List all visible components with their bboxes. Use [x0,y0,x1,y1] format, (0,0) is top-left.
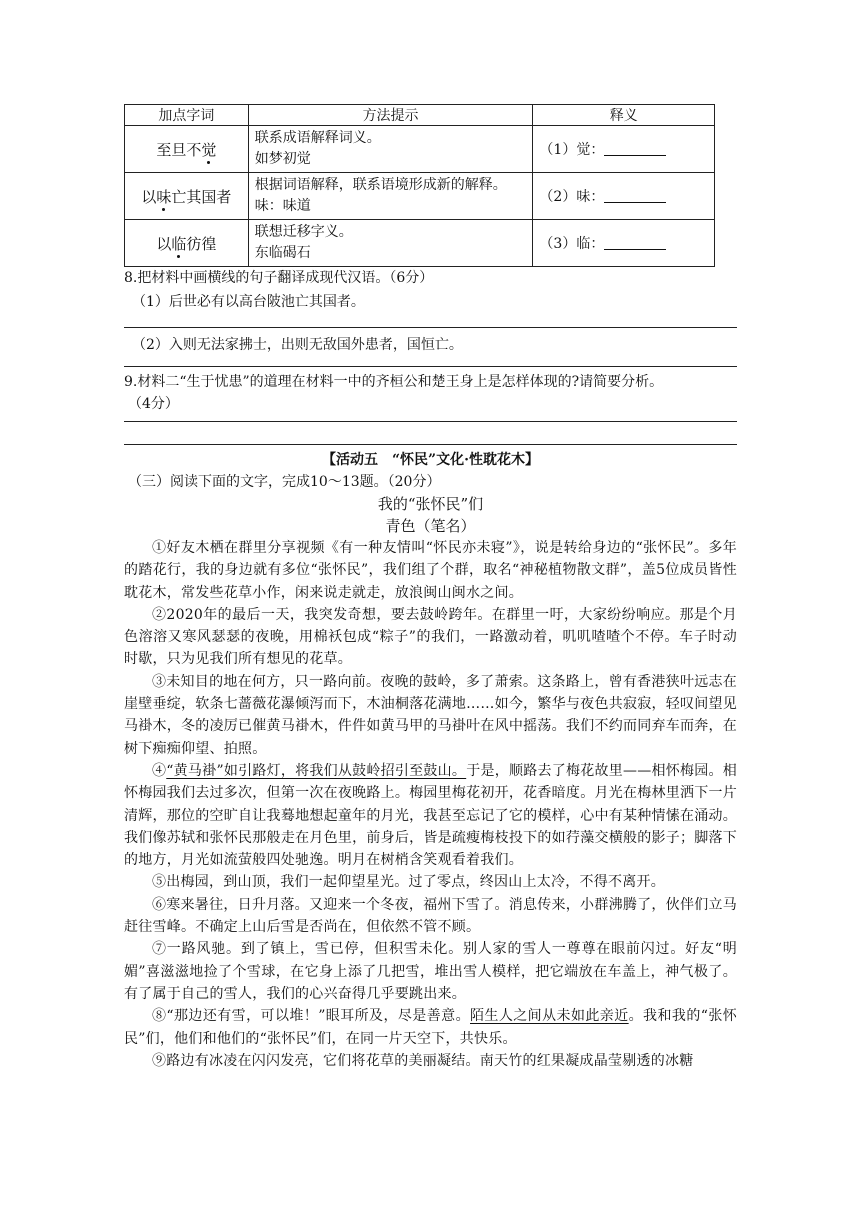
article-paragraph: ①好友木栖在群里分享视频《有一种友情叫“怀民亦未寝”》，说是转给身边的“张怀民”。多年的踏花行，我的身边就有多位“张怀民”，我们组了个群，取名“神秘植物散文群”，盖5位成员皆性耽花木，常发些花草小作，闲来说走就走，放浪闽山闽水之间。 [124,540,737,601]
worksheet-page [124,104,737,1072]
article-paragraph: ②2020年的最后一天，我突发奇想，要去鼓岭跨年。在群里一吁，大家纷纷响应。那是个月色溶溶又寒风瑟瑟的夜晚，用棉袄包成“粽子”的我们，一路激动着，叽叽喳喳个不停。车子时动时歇，只为见我们所有想见的花草。 [124,606,737,668]
article-paragraph: ⑤出梅园，到山顶，我们一起仰望星光。过了零点，终因山上太冷，不得不离开。 [152,874,665,891]
hint-text: 根据词语解释，联系语境形成新的解释。 [254,177,507,193]
paragraph-text: ⑧“那边还有雪，可以堆！”眼耳所及，尽是善意。 [152,1008,470,1025]
question-8-item-1: （1）后世必有以高台陂池亡其国者。 [132,294,365,310]
hint-example: 味：味道 [254,198,311,214]
hint-cell [248,220,533,267]
answer-line[interactable] [124,421,737,422]
word-text: 以 [156,234,172,253]
underlined-sentence: 陌生人之间从未如此亲近 [470,1008,629,1025]
question-8-item-2: （2）入则无法家拂士，出则无敌国外患者，国恒亡。 [132,337,463,353]
hint-text: 联系成语解释词义。 [254,130,381,146]
word-text: 彷徨 [186,234,217,253]
answer-line[interactable] [124,444,737,445]
word-text: 亡其国者 [171,187,232,206]
dotted-char: 临 [171,234,187,253]
article-title: 我的“张怀民”们 [377,495,484,513]
hint-example: 如梦初觉 [254,151,311,167]
article-paragraph: ⑦一路风驰。到了镇上，雪已停，但积雪未化。别人家的雪人一尊尊在眼前闪过。好友“明媚”喜滋滋地捡了个雪球，在它身上添了几把雪，堆出雪人模样，把它端放在车盖上，神气极了。有了属于自己的雪人，我们的心兴奋得几乎要跳出来。 [124,941,737,1002]
question-9-text: 9.材料二“生于忧患”的道理在材料一中的齐桓公和楚王身上是怎样体现的?请简要分析。 [124,374,664,390]
underlined-sentence: “黄马褂”如引路灯，将我们从鼓岭招引至鼓山。 [166,762,467,779]
answer-blank[interactable] [604,235,666,250]
hint-cell [248,126,533,173]
answer-cell [533,126,715,173]
answer-label: （3）临： [539,236,605,252]
table-row [125,220,715,267]
table-row [125,173,715,220]
table-header: 方法提示 [248,105,533,126]
word-cell [125,173,249,220]
hint-example: 东临碣石 [254,245,311,261]
table-row [125,126,715,173]
table-header: 释义 [533,105,715,126]
reading-instruction: （三）阅读下面的文字，完成10～13题。（20分） [128,474,441,490]
paragraph-number: ④ [152,762,167,779]
word-cell [125,126,249,173]
answer-label: （1）觉： [539,142,605,158]
word-text: 至旦不 [156,140,202,159]
dotted-char: 觉 [201,140,217,159]
vocabulary-table [124,104,715,267]
hint-cell [248,173,533,220]
article-paragraph: ⑨路边有冰凌在闪闪发亮，它们将花草的美丽凝结。南天竹的红果凝成晶莹剔透的冰糖 [152,1052,694,1069]
activity-title: 【活动五 “怀民”文化·性耽花木】 [322,452,539,468]
article-paragraph [124,760,737,871]
article-paragraph: ⑥寒来暑往，日升月落。又迎来一个冬夜，福州下雪了。消息传来，小群沸腾了，伙伴们立马赶往雪峰。不确定上山后雪是否尚在，但依然不管不顾。 [124,896,737,936]
paragraph-text: 。我和我的“张怀民”们，他们和他们的“张怀民”们，在同一片天空下，共快乐。 [124,1008,737,1047]
answer-blank[interactable] [604,141,666,156]
word-cell [125,220,249,267]
question-8-title: 8.把材料中画横线的句子翻译成现代汉语。（6分） [124,270,434,286]
table-header: 加点字词 [125,105,249,126]
article-paragraph: ③未知目的地在何方，只一路向前。夜晚的鼓岭，多了萧索。这条路上，曾有香港狭叶远志在崖壁垂绽，软条七蔷薇花瀑倾泻而下，木油桐落花满地……如今，繁华与夜色共寂寂，轻叹间望见马褂木，冬的凌厉已催黄马褂木，件件如黄马甲的马褂叶在风中摇荡。我们不约而同弃车而奔，在树下痴痴仰望、拍照。 [124,673,737,757]
hint-text: 联想迁移字义。 [254,224,353,240]
answer-line[interactable] [124,327,737,328]
answer-line[interactable] [124,366,737,367]
answer-cell [533,173,715,220]
table-header-row [125,105,715,126]
article-paragraph [124,1005,737,1050]
answer-blank[interactable] [604,188,666,203]
word-text: 以 [141,187,157,206]
answer-cell [533,220,715,267]
answer-label: （2）味： [539,189,605,205]
article-author: 青色（笔名） [385,517,476,535]
paragraph-text: 于是，顺路去了梅花故里——相怀梅园。相怀梅园我们去过多次，但第一次在夜晚路上。梅园里梅花初开，花香暗度。月光在梅林里洒下一片清辉，那位的空旷自让我蓦地想起童年的月光，我甚至忘记了它的模样，心中有某种情愫在涌动。我们像苏轼和张怀民那般走在月色里，前身后，皆是疏瘦梅枝投下的如荇藻交横般的影子；脚落下的地方，月光如流萤般四处驰逸。明月在树梢含笑观看着我们。 [124,762,738,869]
question-9-score: （4分） [128,396,179,412]
dotted-char: 味 [156,187,172,206]
